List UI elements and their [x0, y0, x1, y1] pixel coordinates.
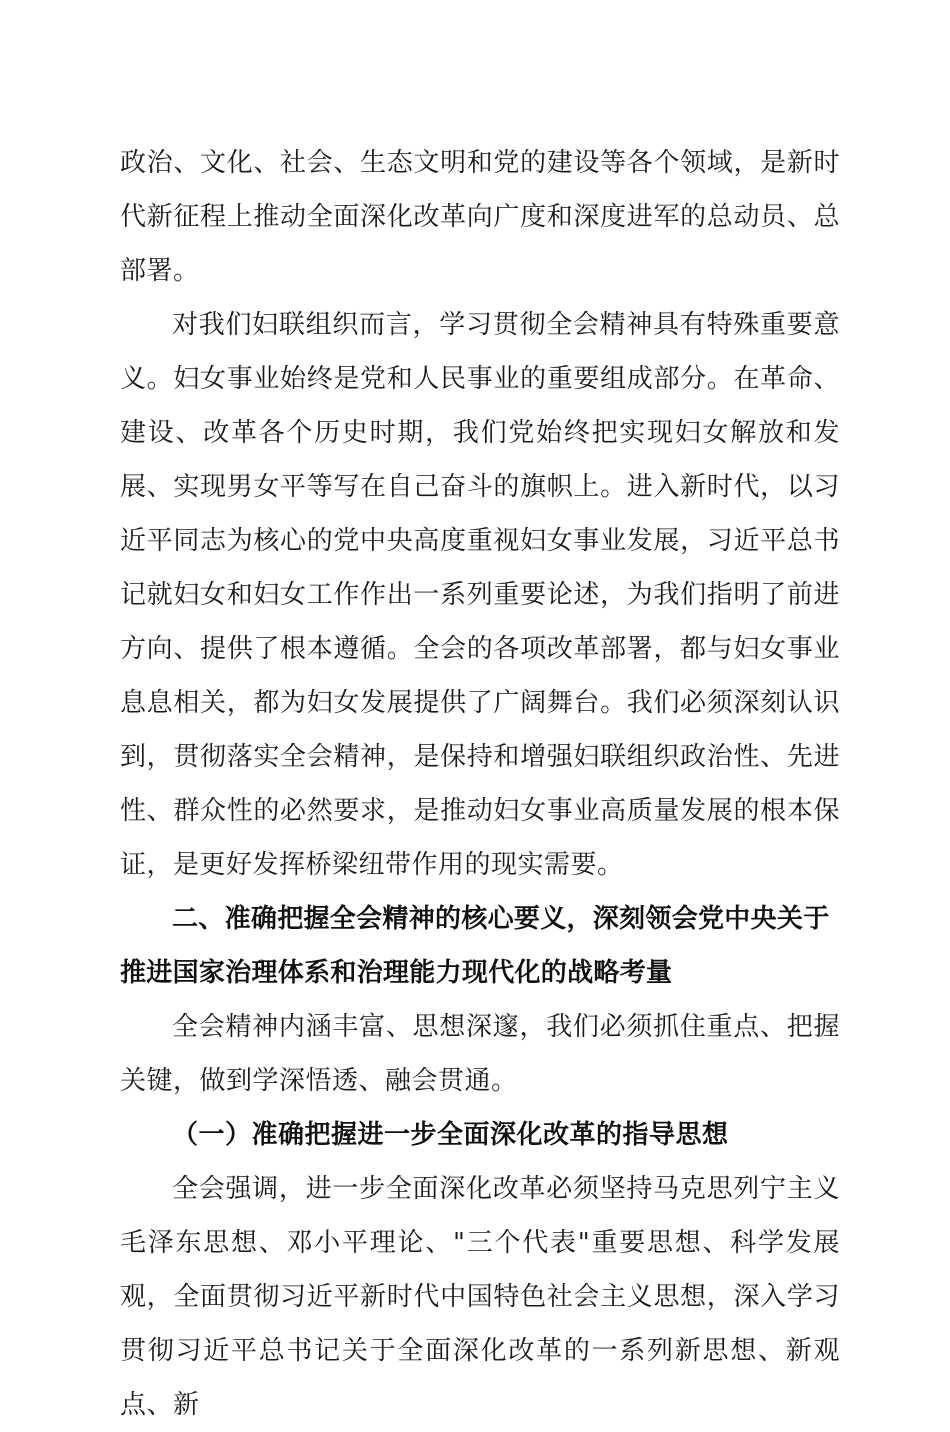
paragraph-women-federation: 对我们妇联组织而言，学习贯彻全会精神具有特殊重要意义。妇女事业始终是党和人民事业的重要组成部分。在革命、建设、改革各个历史时期，我们党始终把实现妇女解放和发展、实现男女平等写在自己奋斗的旗帜上。进入新时代，以习近平同志为核心的党中央高度重视妇女事业发展，习近平总书记就妇女和妇女工作作出一系列重要论述，为我们指明了前进方向、提供了根本遵循。全会的各项改革部署，都与妇女事业息息相关，都为妇女发展提供了广阔舞台。我们必须深刻认识到，贯彻落实全会精神，是保持和增强妇联组织政治性、先进性、群众性的必然要求，是推动妇女事业高质量发展的根本保证，是更好发挥桥梁纽带作用的现实需要。	[120, 310, 840, 880]
paragraph-continued: 政治、文化、社会、生态文明和党的建设等各个领域，是新时代新征程上推动全面深化改革向广度和深度进军的总动员、总部署。	[120, 148, 840, 286]
subsection-heading-1: （一）准确把握进一步全面深化改革的指导思想	[172, 1120, 729, 1150]
section-heading-2: 二、准确把握全会精神的核心要义，深刻领会党中央关于推进国家治理体系和治理能力现代化的战略考量	[120, 904, 830, 988]
paragraph-section-intro: 全会精神内涵丰富、思想深邃，我们必须抓住重点、把握关键，做到学深悟透、融会贯通。	[120, 1012, 840, 1096]
paragraph-guiding-thought: 全会强调，进一步全面深化改革必须坚持马克思列宁主义毛泽东思想、邓小平理论、"三个代表"重要思想、科学发展观，全面贯彻习近平新时代中国特色社会主义思想，深入学习贯彻习近平总书记关于全面深化改革的一系列新思想、新观点、新	[120, 1174, 840, 1420]
document-body	[120, 136, 840, 1432]
